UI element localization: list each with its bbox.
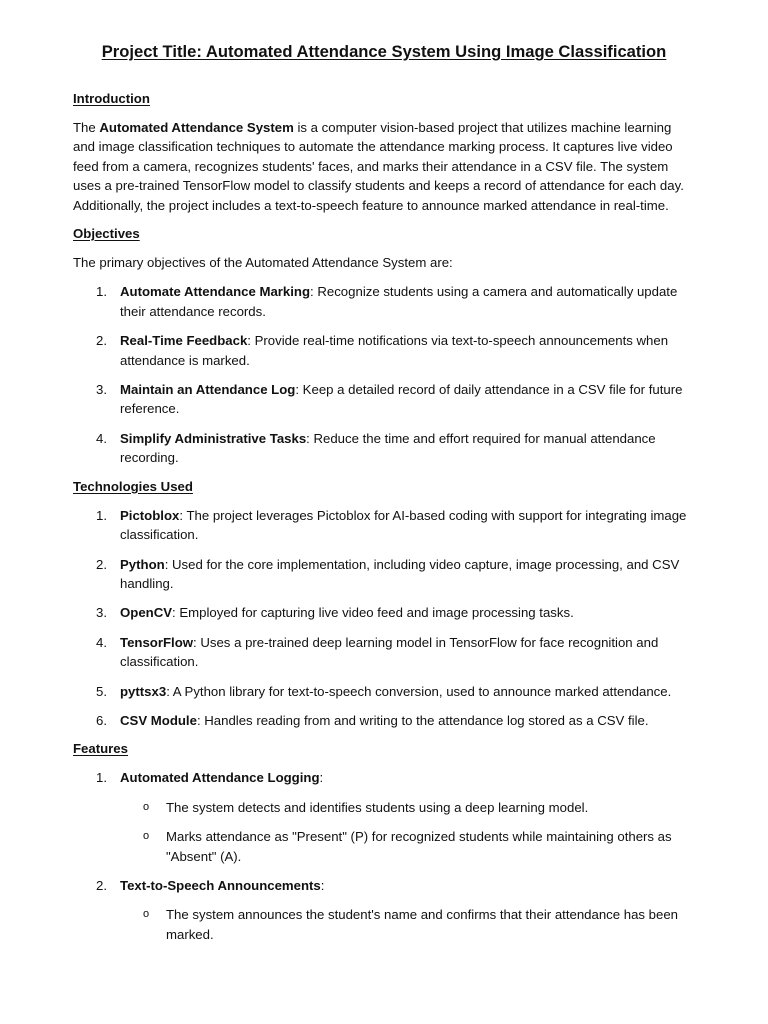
list-number: 6.	[96, 712, 107, 728]
circle-bullet-icon: o	[143, 800, 150, 813]
list-item-text: : Used for the core implementation, including video capture, image processing, and CSV handling.	[120, 556, 680, 591]
list-item-text: : A Python library for text-to-speech conversion, used to announce marked attendance.	[166, 683, 672, 699]
list-number: 4.	[96, 430, 107, 446]
introduction-text: is a computer vision-based project that utilizes machine learning and image classification techniques to automate the attendance marking process. It captures live video feed from a camera, recognizes students' faces, and marks their attendance in a CSV file. The system uses a pre-trained TensorFlow model to classify students and keeps a record of attendance for each day. Additionally, the project includes a text-to-speech feature to announce marked attendance in real-time.	[73, 120, 684, 213]
list-item	[73, 682, 695, 701]
sub-list-text: The system announces the student's name and confirms that their attendance has been marked.	[166, 907, 679, 942]
sub-list-item	[120, 905, 695, 944]
list-item-title: Real-Time Feedback	[120, 333, 248, 349]
list-number: 1.	[96, 770, 107, 786]
sub-list	[120, 905, 695, 944]
list-item-text: : Handles reading from and writing to the attendance log stored as a CSV file.	[196, 712, 649, 728]
list-item-text: : Keep a detailed record of daily attendance in a CSV file for future reference.	[120, 382, 683, 417]
list-item	[73, 506, 695, 545]
list-item-title: Simplify Administrative Tasks	[120, 430, 307, 446]
list-item	[73, 282, 695, 321]
technologies-heading: Technologies Used	[73, 478, 193, 494]
introduction-lead: The	[73, 120, 100, 135]
list-item-text: : Uses a pre-trained deep learning model in TensorFlow for face recognition and classification.	[120, 634, 659, 670]
circle-bullet-icon: o	[143, 908, 150, 921]
list-item-title: Python	[120, 556, 165, 572]
page-title: Project Title: Automated Attendance System Using Image Classification	[101, 42, 667, 61]
sub-list-text: The system detects and identifies students using a deep learning model.	[166, 799, 589, 815]
list-item-text: : Recognize students using a camera and automatically update their attendance records.	[120, 284, 678, 319]
list-item	[73, 380, 695, 419]
list-item-text: : The project leverages Pictoblox for AI-based coding with support for integrating image classification.	[120, 507, 687, 543]
sub-list	[120, 798, 695, 866]
list-item	[73, 711, 695, 730]
objectives-intro: The primary objectives of the Automated Attendance System are:	[73, 255, 453, 271]
introduction-paragraph	[73, 118, 695, 215]
list-item	[73, 429, 695, 468]
list-number: 3.	[96, 382, 107, 398]
list-item-title: TensorFlow	[120, 634, 194, 650]
list-item	[73, 555, 695, 594]
list-number: 2.	[96, 556, 107, 572]
list-item-text: : Reduce the time and effort required for manual attendance recording.	[120, 430, 656, 466]
sub-list-item	[120, 827, 695, 866]
list-item	[73, 603, 695, 622]
objectives-list	[73, 282, 695, 467]
list-item-text: :	[319, 770, 324, 786]
list-number: 2.	[96, 877, 107, 893]
list-item	[73, 331, 695, 370]
list-item	[73, 633, 695, 672]
sub-list-item	[120, 798, 695, 817]
list-number: 5.	[96, 683, 107, 699]
list-item-text: :	[320, 877, 325, 893]
list-number: 1.	[96, 284, 107, 300]
list-item	[73, 876, 695, 944]
list-item-title: Text-to-Speech Announcements	[120, 877, 321, 893]
list-number: 2.	[96, 333, 107, 349]
list-item-text: : Employed for capturing live video feed and image processing tasks.	[172, 605, 574, 621]
objectives-heading: Objectives	[73, 226, 140, 242]
introduction-bold: Automated Attendance System	[99, 120, 294, 135]
list-item-title: CSV Module	[120, 712, 197, 728]
features-list	[73, 768, 695, 944]
list-item-text: : Provide real-time notifications via text-to-speech announcements when attendance is marked.	[120, 333, 669, 368]
list-number: 3.	[96, 605, 107, 621]
list-item-title: Pictoblox	[120, 507, 180, 523]
features-heading: Features	[73, 741, 128, 757]
technologies-list	[73, 506, 695, 731]
list-number: 4.	[96, 634, 107, 650]
list-number: 1.	[96, 507, 107, 523]
list-item-title: Automate Attendance Marking	[120, 284, 311, 300]
list-item	[73, 768, 695, 866]
circle-bullet-icon: o	[143, 830, 150, 843]
list-item-title: pyttsx3	[120, 683, 167, 699]
list-item-title: Maintain an Attendance Log	[120, 382, 296, 398]
list-item-title: Automated Attendance Logging	[120, 770, 320, 786]
sub-list-text: Marks attendance as "Present" (P) for recognized students while maintaining others as "Absent" (A).	[166, 829, 672, 864]
introduction-heading: Introduction	[73, 91, 150, 106]
list-item-title: OpenCV	[120, 605, 173, 621]
